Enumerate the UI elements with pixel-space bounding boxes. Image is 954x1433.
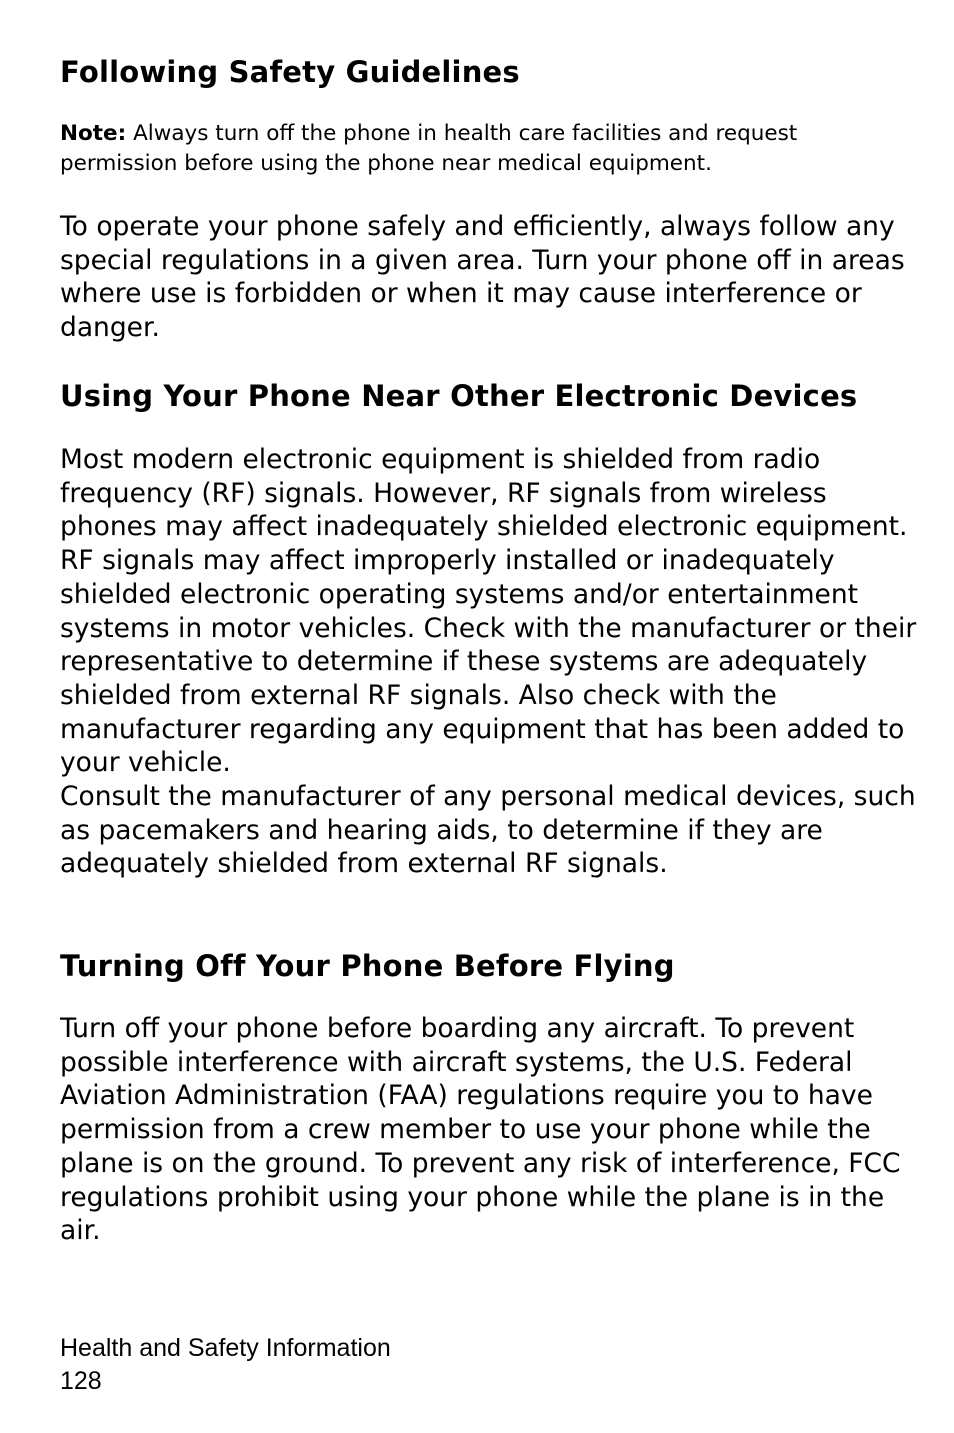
paragraph-vehicle-systems: RF signals may affect improperly installed or inadequately shielded electronic operating systems and/or entertainment systems in motor vehicles. Check with the manufacturer or their representative to determine if these systems are adequately shielded from external RF signals. Also check with the manufacturer regarding any equipment that has been added to your vehicle. xyxy=(60,545,917,779)
footer-page-number: 128 xyxy=(60,1367,102,1395)
section-heading-safety-guidelines: Following Safety Guidelines xyxy=(60,55,520,89)
section-heading-electronic-devices: Using Your Phone Near Other Electronic Devices xyxy=(60,379,858,413)
note-paragraph xyxy=(60,119,920,179)
paragraph-shielding: Most modern electronic equipment is shielded from radio frequency (RF) signals. However, RF signals from wireless phones may affect inadequately shielded electronic equipment. xyxy=(60,444,908,543)
section-heading-flying: Turning Off Your Phone Before Flying xyxy=(60,949,675,983)
paragraph-flying: Turn off your phone before boarding any aircraft. To prevent possible interference with aircraft systems, the U.S. Federal Aviation Administration (FAA) regulations require you to have permission from a crew member to use your phone while the plane is on the ground. To prevent any risk of interference, FCC regulations prohibit using your phone while the plane is in the air. xyxy=(60,1013,901,1247)
page-footer xyxy=(60,1332,391,1398)
footer-section-title: Health and Safety Information xyxy=(60,1334,391,1362)
electronic-devices-body xyxy=(60,443,920,881)
note-label: Note: xyxy=(60,121,127,146)
paragraph-operate-safely: To operate your phone safely and efficiently, always follow any special regulations in a given area. Turn your phone off in areas where use is forbidden or when it may cause interference or danger. xyxy=(60,211,905,344)
note-text: Always turn off the phone in health care facilities and request permission before using the phone near medical equipment. xyxy=(60,121,798,176)
paragraph-medical-devices: Consult the manufacturer of any personal medical devices, such as pacemakers and hearing aids, to determine if they are adequately shielded from external RF signals. xyxy=(60,781,916,880)
